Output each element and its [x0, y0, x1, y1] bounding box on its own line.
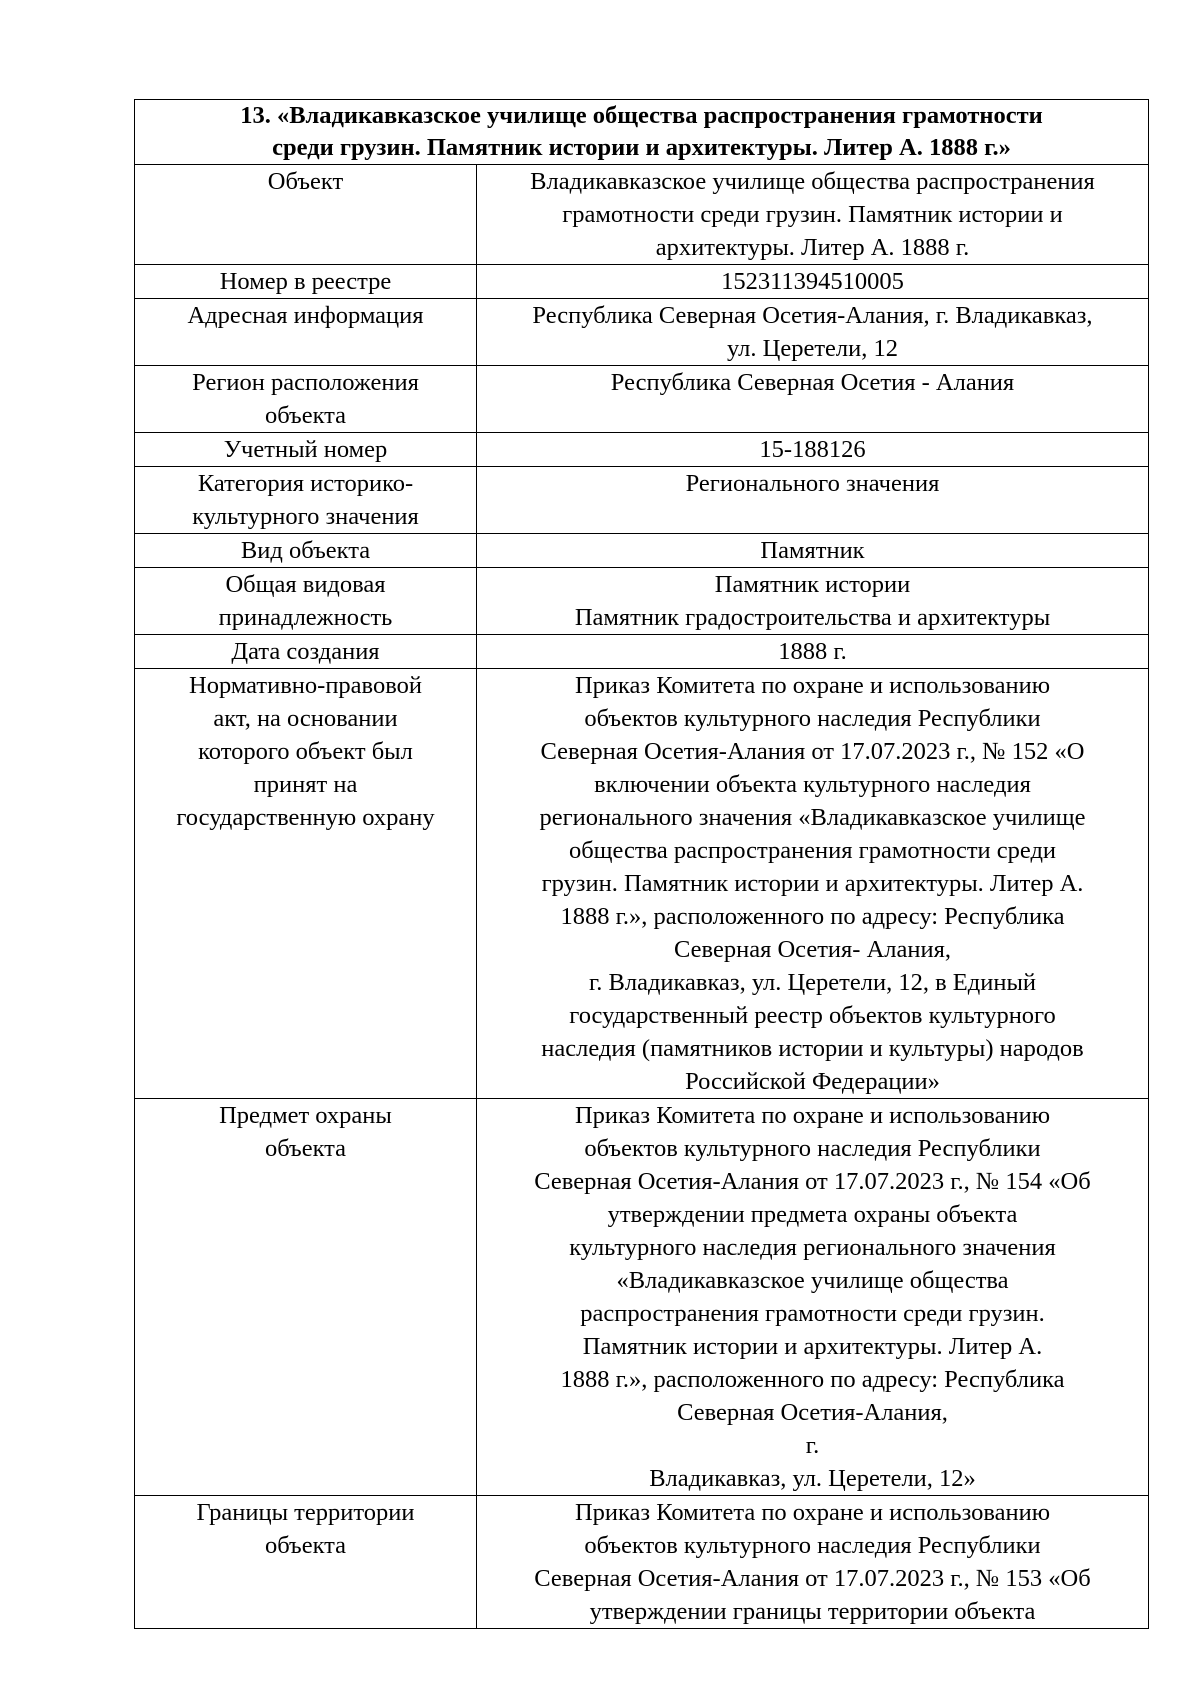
- field-value-line: объектов культурного наследия Республики: [584, 1532, 1041, 1559]
- heading-line: 13. «Владикавказское училище общества распространения грамотности: [240, 102, 1043, 129]
- field-label-line: Вид объекта: [240, 537, 371, 564]
- field-value-cell: [477, 568, 1149, 635]
- field-label-cell: [135, 299, 477, 366]
- field-value-line: Республика Северная Осетия - Алания: [610, 369, 1015, 396]
- field-value-line: г. Владикавказ, ул. Церетели, 12, в Единый: [588, 969, 1037, 996]
- table-row: [135, 635, 1149, 669]
- table-row: [135, 165, 1149, 265]
- field-value-line: включении объекта культурного наследия: [594, 771, 1031, 798]
- field-value-line: ул. Церетели, 12: [726, 335, 898, 362]
- field-value-line: общества распространения грамотности среди: [568, 837, 1057, 864]
- field-label-line: акт, на основании: [213, 705, 398, 732]
- field-label-line: Предмет охраны: [219, 1102, 392, 1129]
- field-label-line: Категория историко-: [197, 470, 414, 497]
- field-value-line: грамотности среди грузин. Памятник истории и: [562, 201, 1063, 228]
- field-value-line: Регионального значения: [685, 470, 940, 497]
- field-value-line: Северная Осетия-Алания от 17.07.2023 г., № 152 «О: [540, 738, 1085, 765]
- field-label-line: объекта: [264, 1135, 347, 1162]
- field-value-cell: [477, 467, 1149, 534]
- field-label-line: Объект: [267, 168, 344, 195]
- field-label-line: Адресная информация: [187, 302, 424, 329]
- heading-line: среди грузин. Памятник истории и архитектуры. Литер А. 1888 г.»: [272, 134, 1011, 161]
- field-value-line: Российской Федерации»: [685, 1068, 940, 1095]
- field-label-line: принадлежность: [218, 604, 393, 631]
- field-value-line: архитектуры. Литер А. 1888 г.: [655, 234, 970, 261]
- field-label-line: Регион расположения: [192, 369, 419, 396]
- field-value-line: грузин. Памятник истории и архитектуры. Литер А.: [541, 870, 1084, 897]
- field-label-cell: [135, 568, 477, 635]
- field-label-line: Дата создания: [231, 638, 380, 665]
- field-value-cell: [477, 1496, 1149, 1629]
- field-value-cell: [477, 1099, 1149, 1496]
- field-value-line: Приказ Комитета по охране и использованию: [574, 1499, 1051, 1526]
- field-label-cell: [135, 635, 477, 669]
- field-value-line: культурного наследия регионального значения: [569, 1234, 1056, 1261]
- field-label-cell: [135, 467, 477, 534]
- table-row: [135, 534, 1149, 568]
- field-value-line: распространения грамотности среди грузин.: [580, 1300, 1045, 1327]
- field-value-line: 1888 г.: [778, 638, 847, 665]
- field-label-cell: [135, 366, 477, 433]
- field-label-cell: [135, 433, 477, 467]
- field-label-line: которого объект был: [198, 738, 413, 765]
- field-value-line: Северная Осетия- Алания,: [674, 936, 951, 963]
- field-value-cell: [477, 299, 1149, 366]
- field-label-cell: [135, 1099, 477, 1496]
- heritage-object-table: [134, 99, 1149, 1629]
- field-value-line: Владикавказ, ул. Церетели, 12»: [649, 1465, 976, 1492]
- field-value-line: 15-188126: [759, 436, 866, 463]
- field-label-cell: [135, 265, 477, 299]
- table-row: [135, 1099, 1149, 1496]
- field-value-line: Памятник градостроительства и архитектуры: [574, 604, 1051, 631]
- field-label-cell: [135, 669, 477, 1099]
- field-value-line: Приказ Комитета по охране и использованию: [574, 1102, 1051, 1129]
- field-value-line: г.: [805, 1432, 820, 1459]
- field-value-cell: [477, 433, 1149, 467]
- document-page: [134, 99, 1148, 1629]
- field-label-cell: [135, 534, 477, 568]
- field-value-line: Республика Северная Осетия-Алания, г. Владикавказ,: [532, 302, 1093, 329]
- field-value-line: объектов культурного наследия Республики: [584, 705, 1041, 732]
- field-label-line: Границы территории: [196, 1499, 415, 1526]
- table-row: [135, 265, 1149, 299]
- field-value-line: Владикавказское училище общества распространения: [530, 168, 1095, 195]
- field-label-line: культурного значения: [192, 503, 419, 530]
- field-label-line: объекта: [264, 402, 347, 429]
- field-value-cell: [477, 265, 1149, 299]
- field-value-line: Приказ Комитета по охране и использованию: [574, 672, 1051, 699]
- field-value-line: Памятник истории и архитектуры. Литер А.: [582, 1333, 1043, 1360]
- field-value-line: Памятник: [760, 537, 865, 564]
- field-label-line: Номер в реестре: [219, 268, 392, 295]
- field-value-line: утверждении предмета охраны объекта: [607, 1201, 1018, 1228]
- table-row: [135, 366, 1149, 433]
- table-row: [135, 1496, 1149, 1629]
- field-label-cell: [135, 165, 477, 265]
- field-value-cell: [477, 635, 1149, 669]
- field-value-line: государственный реестр объектов культурного: [569, 1002, 1056, 1029]
- field-label-cell: [135, 1496, 477, 1629]
- field-value-line: 1888 г.», расположенного по адресу: Республика: [560, 903, 1065, 930]
- field-value-cell: [477, 165, 1149, 265]
- table-row: [135, 299, 1149, 366]
- field-label-line: Учетный номер: [223, 436, 388, 463]
- field-value-line: Северная Осетия-Алания от 17.07.2023 г., № 154 «Об: [534, 1168, 1091, 1195]
- field-value-line: 1888 г.», расположенного по адресу: Республика: [560, 1366, 1065, 1393]
- field-value-line: Северная Осетия-Алания от 17.07.2023 г., № 153 «Об: [534, 1565, 1091, 1592]
- field-label-line: объекта: [264, 1532, 347, 1559]
- field-value-cell: [477, 669, 1149, 1099]
- field-value-line: объектов культурного наследия Республики: [584, 1135, 1041, 1162]
- table-heading-row: [135, 100, 1149, 165]
- field-value-line: Памятник истории: [714, 571, 911, 598]
- field-label-line: Общая видовая: [225, 571, 386, 598]
- field-value-line: регионального значения «Владикавказское училище: [539, 804, 1086, 831]
- table-row: [135, 568, 1149, 635]
- field-value-line: 152311394510005: [721, 268, 904, 295]
- field-value-cell: [477, 534, 1149, 568]
- field-value-line: «Владикавказское училище общества: [616, 1267, 1009, 1294]
- table-row: [135, 467, 1149, 534]
- table-row: [135, 433, 1149, 467]
- field-value-line: утверждении границы территории объекта: [589, 1598, 1036, 1625]
- field-label-line: Нормативно-правовой: [189, 672, 422, 699]
- field-value-line: Северная Осетия-Алания,: [677, 1399, 948, 1426]
- field-label-line: государственную охрану: [176, 804, 435, 831]
- field-value-line: наследия (памятников истории и культуры) народов: [541, 1035, 1084, 1062]
- table-heading: [135, 100, 1149, 165]
- field-value-cell: [477, 366, 1149, 433]
- table-row: [135, 669, 1149, 1099]
- table-body: [135, 100, 1149, 1629]
- field-label-line: принят на: [253, 771, 358, 798]
